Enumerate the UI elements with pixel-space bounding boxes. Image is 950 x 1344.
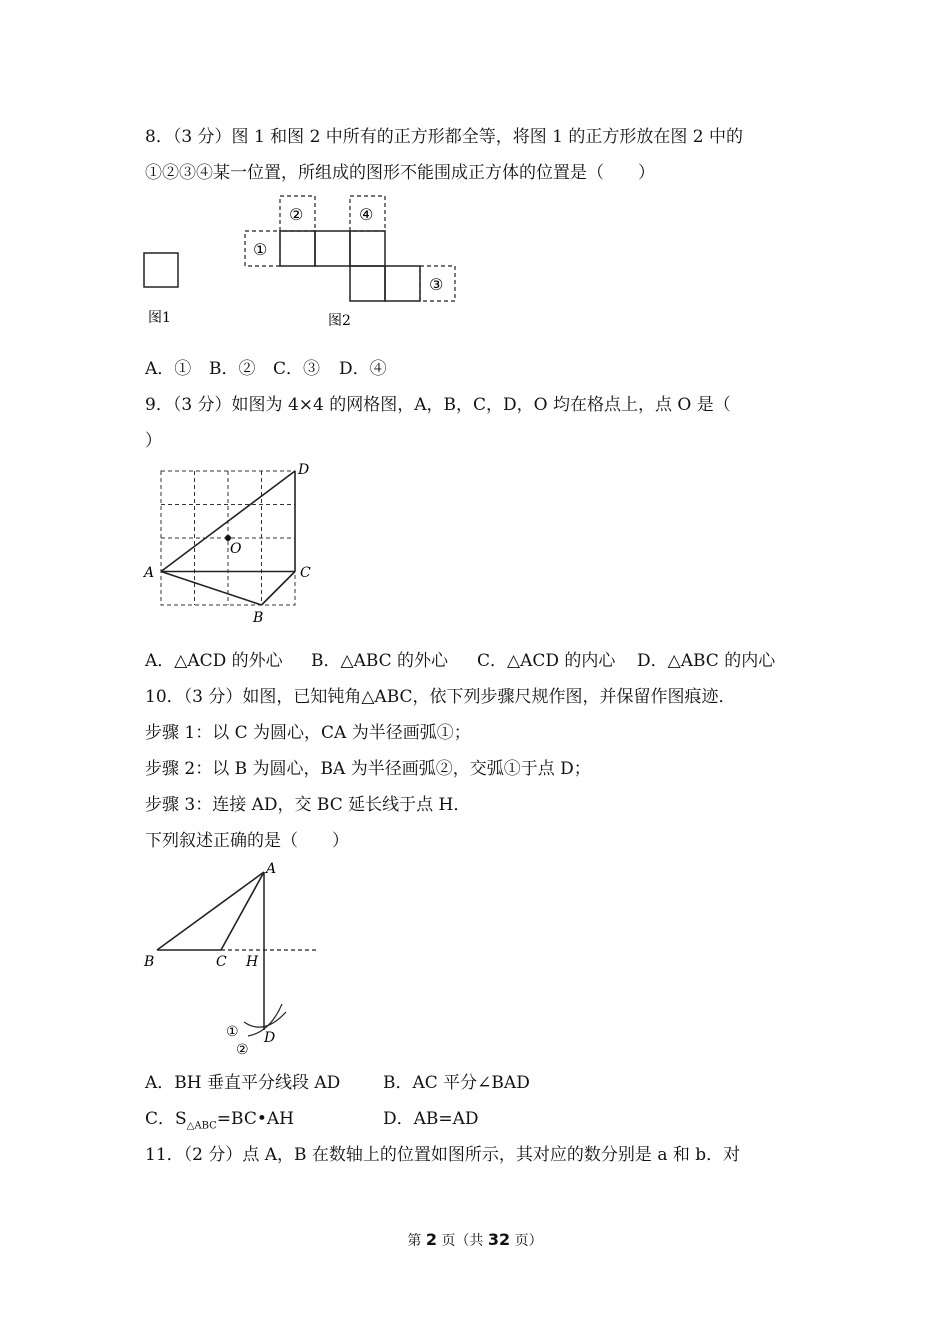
arc-label-2: ② <box>236 1042 249 1058</box>
footer-middle: 页（共 <box>441 1233 484 1249</box>
q9-option-c[interactable]: C．△ACD 的内心 <box>477 651 616 671</box>
q9-grid-figure <box>140 460 330 630</box>
q8-options <box>145 358 387 380</box>
triangle-abc <box>157 872 264 950</box>
label-o: O <box>230 541 242 557</box>
q9-option-d[interactable]: D．△ABC 的内心 <box>637 651 776 671</box>
arc-label-1: ① <box>226 1024 239 1040</box>
q10-text-line1: 10．（3 分）如图，已知钝角△ABC，依下列步骤尺规作图，并保留作图痕迹． <box>145 687 736 707</box>
q10-figure <box>140 860 330 1060</box>
position-label-1: ① <box>253 240 268 259</box>
label-h: H <box>246 954 259 970</box>
footer-total-pages: 32 <box>487 1230 511 1249</box>
q10-step2: 步骤 2：以 B 为圆心，BA 为半径画弧②，交弧①于点 D； <box>145 759 591 779</box>
fig1-caption: 图1 <box>148 310 171 326</box>
arc-1 <box>244 1012 286 1027</box>
q9-option-b[interactable]: B．△ABC 的外心 <box>311 651 449 671</box>
label-b: B <box>253 610 264 626</box>
label-d: D <box>264 1030 276 1046</box>
page-footer <box>0 1230 950 1250</box>
label-a: A <box>266 861 277 877</box>
q8-option-d[interactable]: D．④ <box>339 359 387 379</box>
label-c: C <box>216 954 227 970</box>
q10-option-c-suffix: =BC•AH <box>216 1109 294 1129</box>
q10-options-row1 <box>145 1072 530 1094</box>
q10-prompt: 下列叙述正确的是（ ） <box>145 831 349 851</box>
q10-option-c-prefix: C．S <box>145 1109 187 1129</box>
footer-prefix: 第 <box>407 1233 422 1249</box>
fig2-caption: 图2 <box>328 313 351 329</box>
q8-option-b[interactable]: B．② <box>209 359 256 379</box>
q10-option-c[interactable] <box>145 1108 383 1137</box>
q9-options <box>145 650 775 672</box>
position-label-2: ② <box>289 205 304 224</box>
q10-step1: 步骤 1：以 C 为圆心，CA 为半径画弧①； <box>145 723 471 743</box>
q8-option-c[interactable]: C．③ <box>273 359 321 379</box>
label-c: C <box>300 565 311 581</box>
footer-page-number: 2 <box>425 1230 437 1249</box>
q9-text-line2: ） <box>145 431 162 451</box>
q10-options-row2 <box>145 1108 479 1137</box>
q8-text-line1: 8．（3 分）图 1 和图 2 中所有的正方形都全等，将图 1 的正方形放在图 2 中的 <box>145 127 744 147</box>
position-label-4: ④ <box>359 205 374 224</box>
q10-option-d[interactable]: D．AB=AD <box>383 1109 479 1129</box>
fig1-square <box>144 253 178 287</box>
q8-option-a[interactable]: A．① <box>145 359 192 379</box>
position-label-3: ③ <box>429 275 444 294</box>
q10-option-a[interactable]: A．BH 垂直平分线段 AD <box>145 1073 341 1093</box>
label-b: B <box>144 954 155 970</box>
label-a: A <box>144 565 155 581</box>
q8-figure <box>140 195 470 335</box>
q11-text-line1: 11．（2 分）点 A，B 在数轴上的位置如图所示，其对应的数分别是 a 和 b．对 <box>145 1145 741 1165</box>
q10-step3: 步骤 3：连接 AD，交 BC 延长线于点 H． <box>145 795 471 815</box>
q10-option-b[interactable]: B．AC 平分∠BAD <box>383 1073 530 1093</box>
label-d: D <box>298 462 310 478</box>
q10-option-c-sub: △ABC <box>186 1120 217 1132</box>
q9-option-a[interactable]: A．△ACD 的外心 <box>145 651 283 671</box>
fig2-net <box>280 231 420 301</box>
q8-text-line2: ①②③④某一位置，所组成的图形不能围成正方体的位置是（ ） <box>145 163 655 183</box>
q9-text-line1: 9．（3 分）如图为 4×4 的网格图，A，B，C，D，O 均在格点上，点 O 是（ <box>145 395 731 415</box>
footer-suffix: 页） <box>514 1233 543 1249</box>
